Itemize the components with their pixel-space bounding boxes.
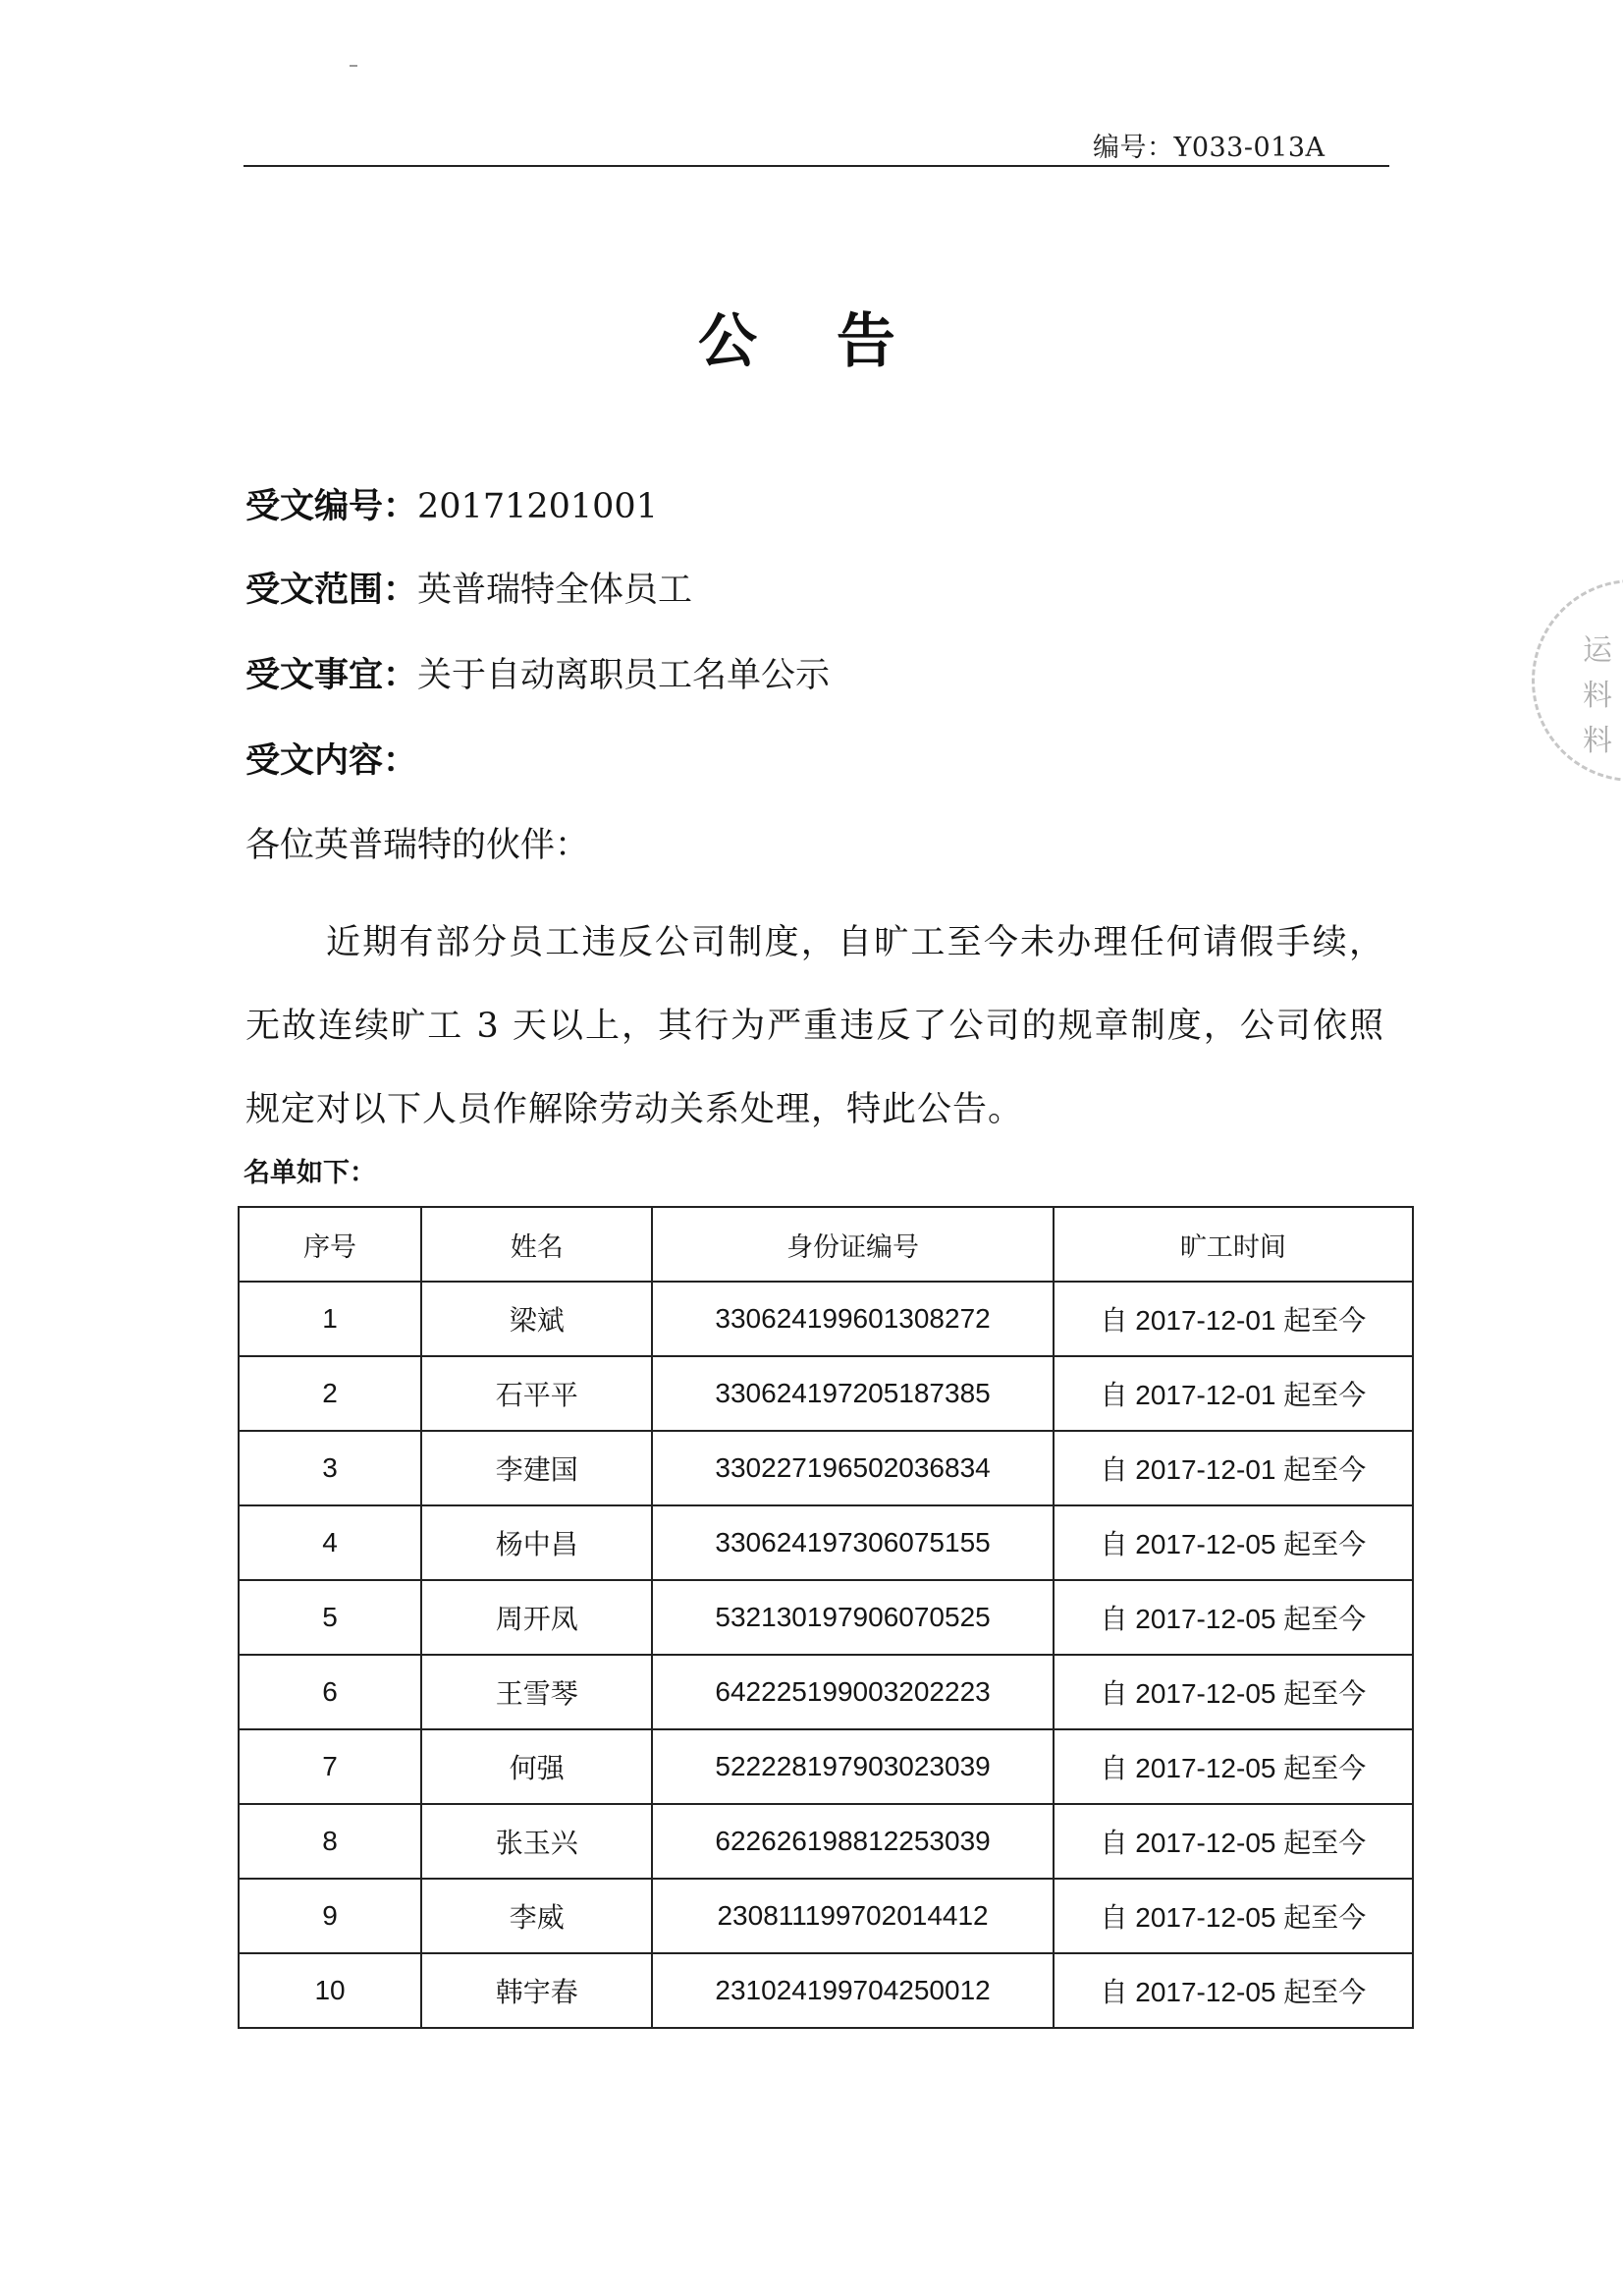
header-name: 姓名: [421, 1207, 652, 1282]
cell-id: 330624197306075155: [652, 1505, 1053, 1580]
cell-period: 自 2017-12-05 起至今: [1054, 1879, 1413, 1953]
cell-no: 8: [239, 1804, 421, 1879]
document-code: 编号：Y033-013A: [1093, 133, 1325, 163]
cell-name: 张玉兴: [421, 1804, 652, 1879]
cell-no: 4: [239, 1505, 421, 1580]
cell-name: 何强: [421, 1729, 652, 1804]
header-rule: [243, 165, 1389, 167]
cell-id: 330624199601308272: [652, 1282, 1053, 1356]
table-row: [239, 1505, 1413, 1580]
cell-id: 330624197205187385: [652, 1356, 1053, 1431]
field-label: 受文范围：: [245, 571, 418, 610]
field-value: 20171201001: [417, 487, 658, 526]
cell-period: 自 2017-12-01 起至今: [1054, 1356, 1413, 1431]
header-id: 身份证编号: [652, 1207, 1053, 1282]
cell-name: 梁斌: [421, 1282, 652, 1356]
cell-no: 5: [239, 1580, 421, 1655]
field-content: [245, 734, 417, 783]
cell-name: 李建国: [421, 1431, 652, 1505]
cell-period: 自 2017-12-05 起至今: [1054, 1505, 1413, 1580]
table-row: [239, 1655, 1413, 1729]
cell-no: 1: [239, 1282, 421, 1356]
table-row: [239, 1431, 1413, 1505]
table-row: [239, 1953, 1413, 2028]
cell-period: 自 2017-12-05 起至今: [1054, 1804, 1413, 1879]
cell-id: 330227196502036834: [652, 1431, 1053, 1505]
page-title: 公 告: [698, 307, 925, 376]
cell-name: 王雪琴: [421, 1655, 652, 1729]
body-paragraph: 近期有部分员工违反公司制度，自旷工至今未办理任何请假手续，无故连续旷工 3 天以上，其行为严重违反了公司的规章制度，公司依照规定对以下人员作解除劳动关系处理，特此公告。: [245, 923, 1384, 1129]
seal-text: [1583, 629, 1622, 764]
seal-glyph: 料: [1583, 679, 1612, 713]
cell-no: 2: [239, 1356, 421, 1431]
table-row: [239, 1282, 1413, 1356]
table-row: [239, 1804, 1413, 1879]
cell-period: 自 2017-12-01 起至今: [1054, 1431, 1413, 1505]
cell-no: 3: [239, 1431, 421, 1505]
cell-no: 9: [239, 1879, 421, 1953]
cell-name: 石平平: [421, 1356, 652, 1431]
cell-period: 自 2017-12-01 起至今: [1054, 1282, 1413, 1356]
cell-id: 522228197903023039: [652, 1729, 1053, 1804]
list-title: 名单如下：: [243, 1158, 376, 1188]
cell-period: 自 2017-12-05 起至今: [1054, 1953, 1413, 2028]
header-period: 旷工时间: [1054, 1207, 1413, 1282]
header-no: 序号: [239, 1207, 421, 1282]
cell-name: 李威: [421, 1879, 652, 1953]
cell-no: 6: [239, 1655, 421, 1729]
cell-name: 韩宇春: [421, 1953, 652, 2028]
cell-name: 周开凤: [421, 1580, 652, 1655]
scan-speck: [350, 65, 357, 67]
employee-table: [238, 1206, 1414, 2029]
table-row: [239, 1580, 1413, 1655]
cell-id: 642225199003202223: [652, 1655, 1053, 1729]
table-row: [239, 1729, 1413, 1804]
cell-period: 自 2017-12-05 起至今: [1054, 1729, 1413, 1804]
seal-glyph: 料: [1583, 724, 1612, 758]
cell-no: 7: [239, 1729, 421, 1804]
greeting: 各位英普瑞特的伙伴：: [245, 826, 590, 865]
table-header-row: [239, 1207, 1413, 1282]
field-label: 受文内容：: [245, 741, 418, 781]
cell-id: 230811199702014412: [652, 1879, 1053, 1953]
seal-glyph: 运: [1583, 633, 1612, 668]
field-value: 关于自动离职员工名单公示: [417, 656, 831, 695]
field-scope: [245, 563, 692, 612]
cell-name: 杨中昌: [421, 1505, 652, 1580]
cell-no: 10: [239, 1953, 421, 2028]
cell-period: 自 2017-12-05 起至今: [1054, 1655, 1413, 1729]
cell-id: 622626198812253039: [652, 1804, 1053, 1879]
field-label: 受文事宜：: [245, 656, 418, 695]
field-value: 英普瑞特全体员工: [417, 571, 693, 610]
cell-period: 自 2017-12-05 起至今: [1054, 1580, 1413, 1655]
cell-id: 532130197906070525: [652, 1580, 1053, 1655]
table-row: [239, 1879, 1413, 1953]
cell-id: 231024199704250012: [652, 1953, 1053, 2028]
field-label: 受文编号：: [245, 487, 418, 526]
field-doc-number: [245, 479, 658, 528]
table-row: [239, 1356, 1413, 1431]
field-subject: [245, 648, 830, 697]
